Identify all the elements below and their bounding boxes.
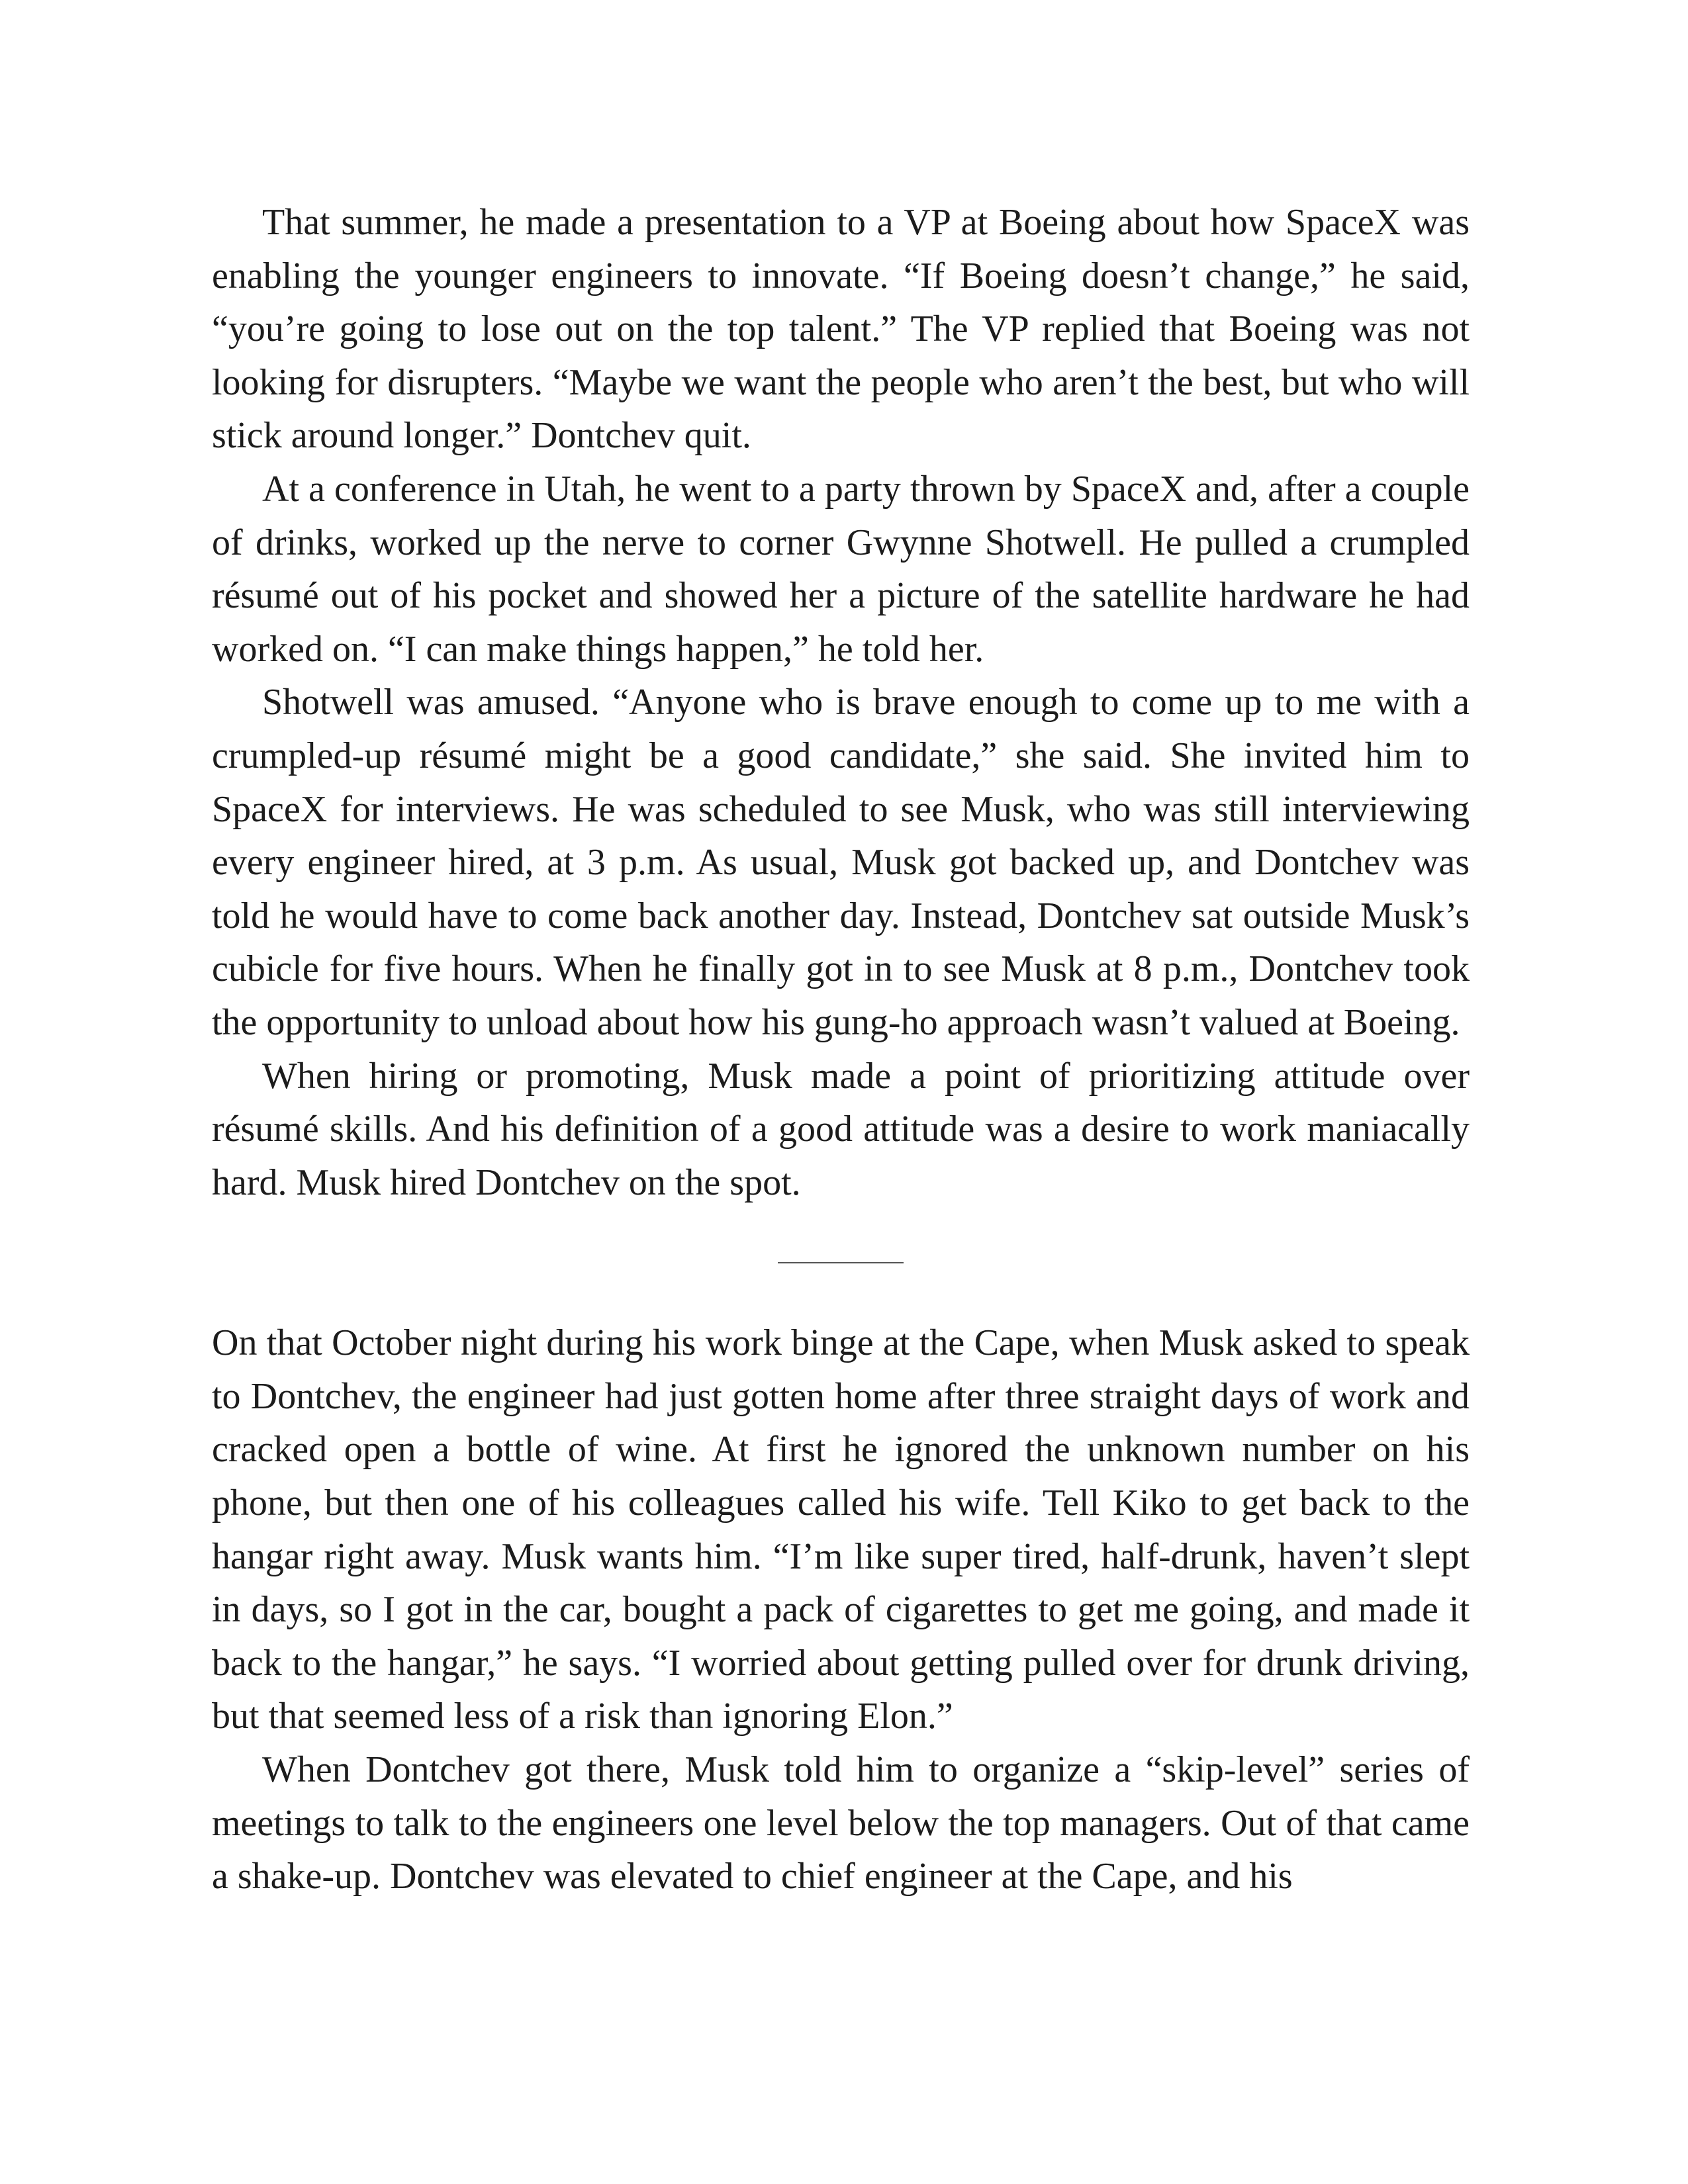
paragraph-shotwell-interview: Shotwell was amused. “Anyone who is brave enough to come up to me with a crumpled-up résumé might be a good candidate,” she said. She invited him to SpaceX for interviews. He was scheduled to see Musk, who was still interviewing every engineer hired, at 3 p.m. As usual, Musk got backed up, and Dontchev was told he would have to come back another day. Instead, Dontchev sat outside Musk’s cubicle for five hours. When he finally got in to see Musk at 8 p.m., Dontchev took the opportunity to unload about how his gung-ho approach wasn’t valued at Boeing. — [212, 682, 1470, 1043]
document-page — [212, 196, 1470, 1903]
paragraph-utah-conference: At a conference in Utah, he went to a party thrown by SpaceX and, after a couple of drinks, worked up the nerve to corner Gwynne Shotwell. He pulled a crumpled résumé out of his pocket and showed her a picture of the satellite hardware he had worked on. “I can make things happen,” he told her. — [212, 468, 1470, 670]
paragraph-october-night: On that October night during his work binge at the Cape, when Musk asked to speak to Dontchev, the engineer had just gotten home after three straight days of work and cracked open a bottle of wine. At first he ignored the unknown number on his phone, but then one of his colleagues called his wife. Tell Kiko to get back to the hangar right away. Musk wants him. “I’m like super tired, half-drunk, haven’t slept in days, so I got in the car, bought a pack of cigarettes to get me going, and made it back to the hangar,” he says. “I worried about getting pulled over for drunk driving, but that seemed less of a risk than ignoring Elon.” — [212, 1322, 1470, 1737]
paragraph-boeing-presentation: That summer, he made a presentation to a VP at Boeing about how SpaceX was enabling the younger engineers to innovate. “If Boeing doesn’t change,” he said, “you’re going to lose out on the top talent.” The VP replied that Boeing was not looking for disrupters. “Maybe we want the people who aren’t the best, but who will stick around longer.” Dontchev quit. — [212, 202, 1470, 457]
paragraph-hiring-attitude: When hiring or promoting, Musk made a point of prioritizing attitude over résumé skills. And his definition of a good attitude was a desire to work maniacally hard. Musk hired Dontchev on the spot. — [212, 1055, 1470, 1203]
paragraph-skip-level-meetings: When Dontchev got there, Musk told him to organize a “skip-level” series of meetings to talk to the engineers one level below the top managers. Out of that came a shake-up. Dontchev was elevated to chief engineer at the Cape, and his — [212, 1749, 1470, 1897]
section-divider — [778, 1262, 904, 1263]
